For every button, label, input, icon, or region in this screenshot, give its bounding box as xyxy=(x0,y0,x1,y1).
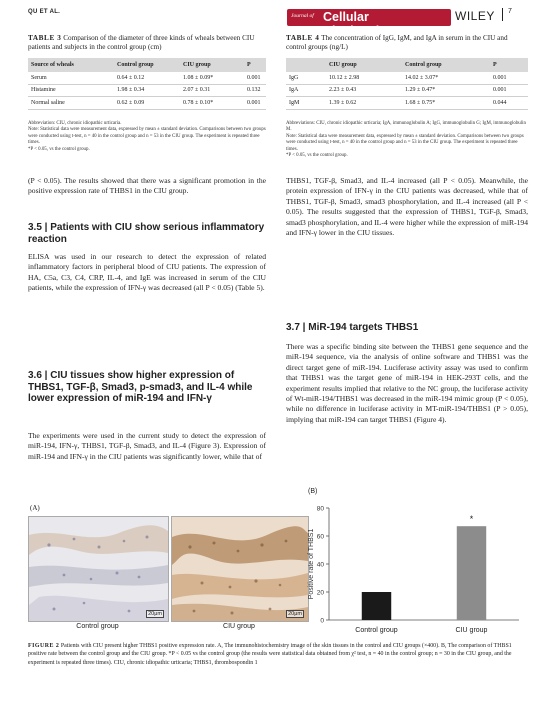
table4-note: *P < 0.05, vs the control group. xyxy=(286,153,348,159)
section-heading-3-5: 3.5 | Patients with CIU show serious inflammatory reaction xyxy=(28,222,265,245)
paragraph: ELISA was used in our research to detect the expression of related inflammatory factors in peripheral blood of CIU patients. The expression of HA, C5a, C3, C4, CRP, IL-4, and IgE was increased in serum of the CIU patients, while the expression of IFN-γ was decreased (all P < 0.05) (Table 5). xyxy=(28,252,266,293)
bar-0 xyxy=(362,592,391,620)
table-cell: 1.08 ± 0.09* xyxy=(180,72,244,84)
x-tick-label: CIU group xyxy=(455,627,488,634)
journal-logo-title: Cellular Biochemistry xyxy=(323,10,403,38)
table4-caption-label: TABLE 4 xyxy=(286,34,320,42)
paragraph: (P < 0.05). The results showed that there was a significant promotion in the positive expression rate of THBS1 in the CIU group. xyxy=(28,176,266,196)
table-cell: 2.07 ± 0.31 xyxy=(180,84,244,97)
panel-a-label-ciu: CIU group xyxy=(223,623,255,630)
table-cell: 14.02 ± 3.07* xyxy=(402,72,490,84)
table3-caption-label: TABLE 3 xyxy=(28,34,62,42)
scale-bar-ciu: 20μm xyxy=(288,611,302,617)
bar-chart xyxy=(305,496,527,636)
table4-notes xyxy=(286,121,528,159)
table-cell: 10.12 ± 2.98 xyxy=(326,72,402,84)
running-head: QU ET AL. xyxy=(28,9,61,15)
journal-logo xyxy=(287,9,451,38)
table-cell: Serum xyxy=(28,72,114,84)
table-row xyxy=(28,72,266,84)
table3-notes xyxy=(28,121,266,153)
journal-logo-small: Journal of xyxy=(291,13,314,19)
table3-header-row xyxy=(28,58,266,72)
table-cell: 1.39 ± 0.62 xyxy=(326,97,402,110)
table-row xyxy=(286,97,528,110)
table3 xyxy=(28,58,266,110)
y-tick-label: 80 xyxy=(316,505,324,513)
page-number: 7 xyxy=(508,8,512,15)
table-cell: 0.001 xyxy=(490,84,528,97)
y-tick-label: 60 xyxy=(316,533,324,541)
table-cell: 1.29 ± 0.47* xyxy=(402,84,490,97)
table-cell: 0.62 ± 0.09 xyxy=(114,97,180,110)
y-tick-label: 0 xyxy=(320,617,324,625)
section-heading-3-7: 3.7 | MiR-194 targets THBS1 xyxy=(286,322,419,333)
table3-caption xyxy=(28,34,266,52)
section-heading-3-6: 3.6 | CIU tissues show higher expression of THBS1, TGF-β, Smad3, p-smad3, and IL-4 while lower expression of miR-194 and IFN-γ xyxy=(28,370,253,404)
table3-caption-text: Comparison of the diameter of three kinds of wheals between CIU patients and subjects in the control group (cm) xyxy=(28,34,255,51)
paragraph: There was a specific binding site between the THBS1 gene sequence and the miR-194 sequence, via the analysis of online software and THBS1 was the direct target gene of miR-194. Luciferase activity assay was used to confirm that THBS1 was the target gene of miR-194 in HEK-293T cells, and the experiment results implied that relative to the NC group, the luciferase activity of Wt-miR-194/THBS1 was decreased in the miR-194 mimic group (P < 0.05), while no difference in luciferase activity in MT-miR-194/THBS1 (P > 0.05), implying that miR-194 can target THBS1 (Figure 4). xyxy=(286,342,528,424)
table-cell: 0.001 xyxy=(244,72,266,84)
table-cell: Normal saline xyxy=(28,97,114,110)
panel-a-label: (A) xyxy=(30,504,40,512)
scale-bar-control: 20μm xyxy=(148,611,162,617)
table-cell: 0.64 ± 0.12 xyxy=(114,72,180,84)
table-cell: IgM xyxy=(286,97,326,110)
table3-note: Abbreviation: CIU, chronic idiopathic urticaria. xyxy=(28,121,122,126)
y-axis-label: Positive rate of THBS1 xyxy=(308,528,315,600)
table-row xyxy=(28,97,266,110)
table4-note: Note: Statistical data were measurement data, expressed by mean ± standard deviation. Comparisons between two groups were conducted using t-test, n = 40 in the control group and n = 53 in the CIU group. The experiment is repeated three times. xyxy=(286,133,524,152)
figure2-caption-label: FIGURE 2 xyxy=(28,643,60,649)
table4-caption xyxy=(286,34,528,52)
table-cell: 0.001 xyxy=(490,72,528,84)
y-tick-label: 20 xyxy=(316,589,324,597)
x-tick-label: Control group xyxy=(355,627,398,634)
table-row xyxy=(286,72,528,84)
table-cell: 0.132 xyxy=(244,84,266,97)
table4-header-row xyxy=(286,58,528,72)
y-tick-label: 40 xyxy=(316,561,324,569)
publisher-logo: WILEY xyxy=(455,9,495,23)
table4-col-header: P xyxy=(490,58,528,72)
table3-note: Note: Statistical data were measurement data, expressed by mean ± standard deviation. Comparisons between two groups were conducted using t-test, n = 40 in the control group and n = 53 in the CIU group. The experiment is repeated three times. xyxy=(28,127,266,146)
panel-a-label-control: Control group xyxy=(76,623,119,630)
table3-col-header: Control group xyxy=(114,58,180,72)
table4-caption-text: The concentration of IgG, IgM, and IgA in serum in the CIU and control groups (ng/L) xyxy=(286,34,508,51)
table4-col-header: Control group xyxy=(402,58,490,72)
table3-note: *P < 0.05, vs the control group. xyxy=(28,146,90,152)
micrograph-ciu-image xyxy=(172,517,308,621)
table-row xyxy=(28,84,266,97)
table-cell: IgG xyxy=(286,72,326,84)
significance-marker: * xyxy=(469,514,474,525)
table3-col-header: CIU group xyxy=(180,58,244,72)
paragraph: The experiments were used in the current study to detect the expression of miR-194, IFN-γ, THBS1, TGF-β, Smad3, and IL-4 (Figure 3). Expression of miR-194 and IFN-γ in the CIU patients was significantly lower, while that of xyxy=(28,431,266,461)
micrograph-control xyxy=(28,516,169,622)
table-cell: 1.68 ± 0.75* xyxy=(402,97,490,110)
micrograph-ciu xyxy=(171,516,309,622)
table-cell: 0.78 ± 0.10* xyxy=(180,97,244,110)
table3-col-header: P xyxy=(244,58,266,72)
table-row xyxy=(286,84,528,97)
table-cell: 1.98 ± 0.34 xyxy=(114,84,180,97)
micrograph-control-image xyxy=(29,517,168,621)
table4-note: Abbreviations: CIU, chronic idiopathic urticaria; IgA, immunoglobulin A; IgG, immunoglobulin G; IgM, immunoglobulin M. xyxy=(286,121,526,133)
table-cell: 2.23 ± 0.43 xyxy=(326,84,402,97)
table-cell: 0.001 xyxy=(244,97,266,110)
table-cell: 0.044 xyxy=(490,97,528,110)
table3-col-header: Source of wheals xyxy=(28,58,114,72)
table4-col-header: CIU group xyxy=(326,58,402,72)
paragraph: THBS1, TGF-β, Smad3, and IL-4 increased (all P < 0.05). Meanwhile, the protein expression of IFN-γ in the CIU patients was decreased, while that of THBS1, TGF-β, Smad3, smad3 phosphorylation, and IL-4 increased (all P < 0.05). The results suggested that the expression of THBS1, TGF-β, Smad3, smad3 phosphorylation, and IL-4 were higher while the expression of miR-194 and IFN-γ lower in the CIU tissues. xyxy=(286,176,528,238)
table-cell: IgA xyxy=(286,84,326,97)
table-cell: Histamine xyxy=(28,84,114,97)
header-divider xyxy=(502,8,503,21)
panel-b-label: (B) xyxy=(308,488,318,495)
table4-col-header xyxy=(286,58,326,72)
figure2-caption xyxy=(28,642,528,667)
bar-1 xyxy=(457,526,486,620)
figure2-caption-text: Patients with CIU present higher THBS1 positive expression rate. A, The immunohistochemistry image of the skin tissues in the control and CIU groups (×400). B, The comparison of THBS1 positive rate between the control group and the CIU group. *P < 0.05 vs the control group (the results were statistical data obtained from χ² test, n = 40 in the control group; n = 30 in the CIU group, and the experiment is repeated three times). CIU, chronic idiopathic urticaria; THBS1, thrombospondin 1 xyxy=(28,643,512,666)
table4 xyxy=(286,58,528,110)
